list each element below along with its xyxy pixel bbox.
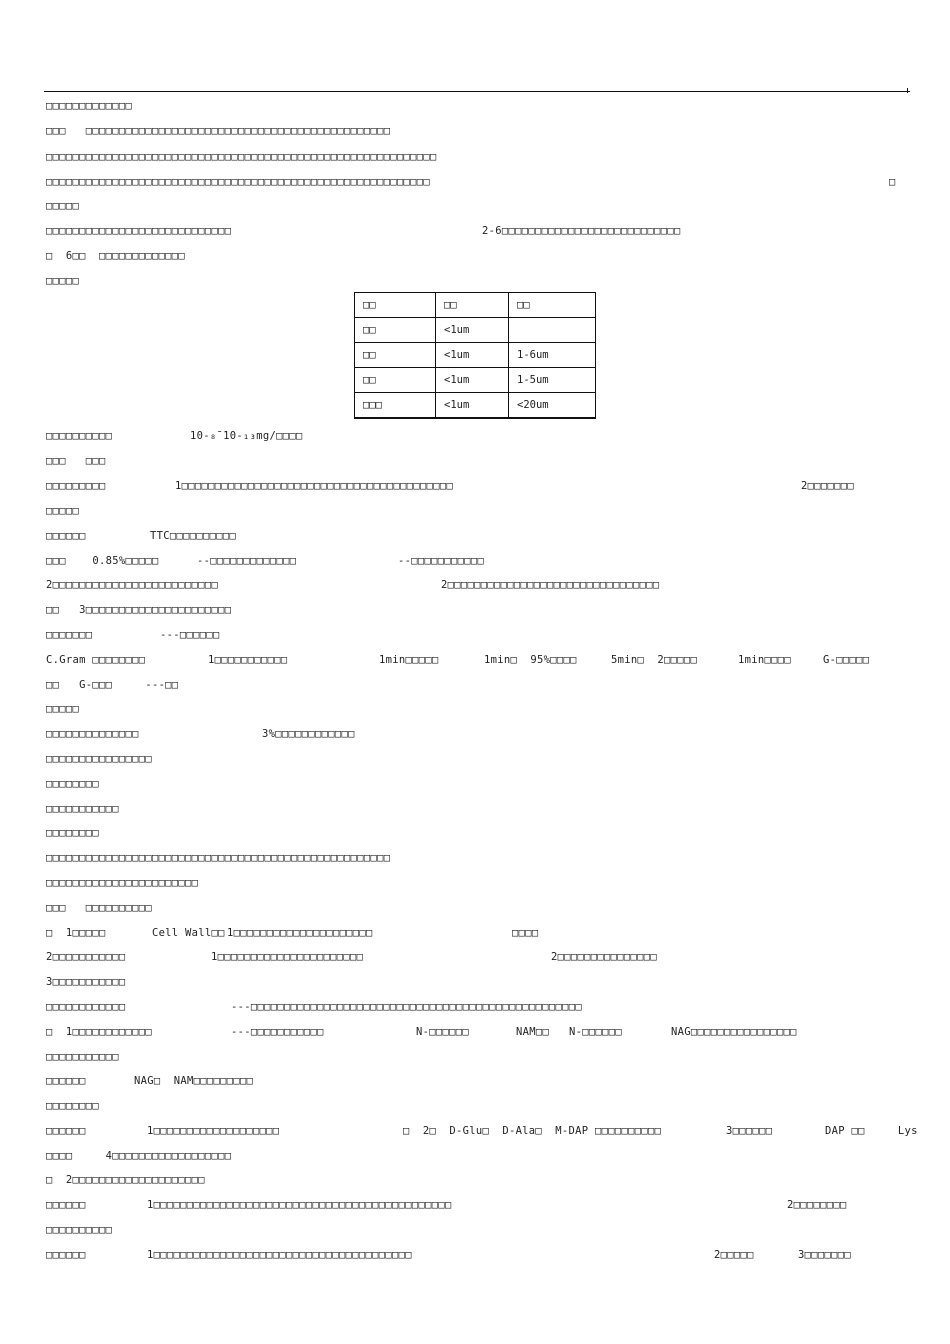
table-cell: <20um <box>509 393 596 419</box>
text-seg: 1□□□□□□□□□□□□□□□□□□□□□□□□□□□□□□□□□□□□□□□ <box>147 1249 412 1261</box>
text-line: □□□□□□□□□□□ <box>46 1051 119 1063</box>
text-line <box>46 1023 797 1041</box>
text-line <box>46 477 854 495</box>
text-seg: ---□□□□□□ <box>160 629 220 641</box>
text-line <box>46 527 237 545</box>
text-seg: 2□□□□□□□□□□□ <box>46 951 126 963</box>
text-line <box>46 552 485 570</box>
table-cell: <1um <box>436 343 509 368</box>
text-line: □□□□□ <box>46 505 80 517</box>
text-seg: 2□□□□□□□ <box>801 480 854 492</box>
text-line <box>46 1122 918 1140</box>
text-line: 3□□□□□□□□□□□ <box>46 976 126 988</box>
table-cell: □□ <box>355 293 436 318</box>
text-seg: □ 1□□□□□□□□□□□□ <box>46 1026 152 1038</box>
text-line: □□□□□□□□ <box>46 1100 99 1112</box>
text-seg: 5min□ 2□□□□□ <box>611 654 698 666</box>
text-line <box>46 948 657 966</box>
text-line: □□□□□ <box>46 200 80 212</box>
text-seg: --□□□□□□□□□□□□□ <box>197 555 297 567</box>
text-seg: □□□□□□ <box>46 1075 86 1087</box>
text-seg: NAM□□ N-□□□□□□ <box>516 1026 622 1038</box>
text-seg: □□□□□□□□□ <box>46 480 106 492</box>
text-line: □□□ □□□□□□□□□□ <box>46 902 152 914</box>
text-seg: 2□□□□□□□□□□□□□□□ <box>551 951 657 963</box>
text-seg: □□□□□□□□□□ <box>46 430 113 442</box>
text-seg: 3□□□□□□□ <box>798 1249 851 1261</box>
text-line <box>46 173 896 191</box>
text-line <box>46 1246 851 1264</box>
text-line: □□□□□□□□□□□□□□□□ <box>46 753 152 765</box>
text-line <box>46 1072 254 1090</box>
text-line: □□□□□□□□ <box>46 827 99 839</box>
table-cell: □□□ <box>355 393 436 419</box>
text-line <box>46 998 582 1016</box>
text-line <box>46 924 539 942</box>
text-seg: 3%□□□□□□□□□□□□ <box>262 728 355 740</box>
table-row <box>355 368 596 393</box>
text-seg: □□□□□□□□□□□□ <box>46 1001 126 1013</box>
text-seg: □□□□□□□ <box>46 629 93 641</box>
table-cell: <1um <box>436 393 509 419</box>
table-cell <box>509 318 596 343</box>
text-seg: □□□□□□ <box>46 1249 86 1261</box>
text-seg: 2□□□□□□□□□□□□□□□□□□□□□□□□□ <box>46 579 219 591</box>
text-seg: 1min□ 95%□□□□ <box>484 654 577 666</box>
table-cell: 1-6um <box>509 343 596 368</box>
text-seg: 3□□□□□□ <box>726 1125 773 1137</box>
text-line: □□□□□□□□ <box>46 778 99 790</box>
text-seg: ---□□□□□□□□□□□ <box>231 1026 324 1038</box>
text-line: □□□□□□□□□□ <box>46 1224 113 1236</box>
table-cell: □□ <box>355 318 436 343</box>
text-seg: C.Gram □□□□□□□□ <box>46 654 146 666</box>
text-line <box>46 1196 847 1214</box>
text-seg: 2□□□□□□□□□□□□□□□□□□□□□□□□□□□□□□□□ <box>441 579 660 591</box>
top-rule <box>44 91 910 92</box>
text-line <box>46 427 303 445</box>
text-seg: □□□ 0.85%□□□□□ <box>46 555 159 567</box>
text-seg: NAG□ NAM□□□□□□□□□ <box>134 1075 254 1087</box>
table-cell: □□ <box>355 343 436 368</box>
text-seg: 1□□□□□□□□□□□□□□□□□□□□□□ <box>211 951 364 963</box>
table-cell: <1um <box>436 368 509 393</box>
text-seg: 1□□□□□□□□□□□□□□□□□□□□□□□□□□□□□□□□□□□□□□□□□□□□□ <box>147 1199 452 1211</box>
table-cell: □□ <box>436 293 509 318</box>
text-seg: N-□□□□□□ <box>416 1026 469 1038</box>
text-seg: 2-6□□□□□□□□□□□□□□□□□□□□□□□□□□□ <box>482 225 681 237</box>
text-seg: 1□□□□□□□□□□□ <box>208 654 288 666</box>
text-line <box>46 222 681 240</box>
table-cell: 1-5um <box>509 368 596 393</box>
text-line: □□□□□□□□□□□ <box>46 803 119 815</box>
text-line: □□ 3□□□□□□□□□□□□□□□□□□□□□□ <box>46 604 232 616</box>
text-seg: --□□□□□□□□□□□ <box>398 555 485 567</box>
text-line: □□□□□□□□□□□□□ <box>46 100 133 112</box>
table-cell: <1um <box>436 318 509 343</box>
size-table <box>354 292 596 419</box>
text-seg: 2□□□□□□□□ <box>787 1199 847 1211</box>
text-seg: 1min□□□□□ <box>379 654 439 666</box>
text-seg: 1□□□□□□□□□□□□□□□□□□□ <box>147 1125 280 1137</box>
table-cell: □□ <box>355 368 436 393</box>
text-seg: 1□□□□□□□□□□□□□□□□□□□□□□□□□□□□□□□□□□□□□□□□□ <box>175 480 454 492</box>
text-line <box>46 725 355 743</box>
text-seg: NAG□□□□□□□□□□□□□□□□ <box>671 1026 797 1038</box>
text-line: □ 2□□□□□□□□□□□□□□□□□□□□ <box>46 1174 205 1186</box>
text-seg: 10-₈¯10-₁₃mg/□□□□ <box>190 430 303 442</box>
table-header-row <box>355 293 596 318</box>
text-seg: 1min□□□□ <box>738 654 791 666</box>
table-row <box>355 343 596 368</box>
text-seg: 2□□□□□ <box>714 1249 754 1261</box>
text-seg: DAP □□ Lys <box>825 1125 918 1137</box>
text-line: □□□□□□□□□□□□□□□□□□□□□□□□□□□□□□□□□□□□□□□□□□□□□□□□□□□□ <box>46 852 391 864</box>
text-line: □□□□□□□□□□□□□□□□□□□□□□□□□□□□□□□□□□□□□□□□□□□□□□□□□□□□□□□□□□□ <box>46 151 437 163</box>
text-line: □□ G-□□□ ---□□ <box>46 679 179 691</box>
text-line: □□□□□□□□□□□□□□□□□□□□□□□ <box>46 877 199 889</box>
text-seg: 1□□□□□□□□□□□□□□□□□□□□□ <box>227 927 373 939</box>
table-row <box>355 393 596 419</box>
text-seg: □□□□□□□□□□□□□□□□□□□□□□□□□□□□ <box>46 225 232 237</box>
text-seg: □ <box>889 176 896 188</box>
text-seg: □□□□□□ <box>46 530 86 542</box>
text-line: □□□□ 4□□□□□□□□□□□□□□□□□□ <box>46 1150 232 1162</box>
text-seg: □□□□□□□□□□□□□□□□□□□□□□□□□□□□□□□□□□□□□□□□□□□□□□□□□□□□□□□□□□ <box>46 176 431 188</box>
top-rule-end-tick <box>907 88 908 93</box>
text-line: □□□ □□□□□□□□□□□□□□□□□□□□□□□□□□□□□□□□□□□□□□□□□□□□□□ <box>46 125 391 137</box>
table-row <box>355 318 596 343</box>
text-seg: □□□□□□□□□□□□□□ <box>46 728 139 740</box>
text-seg: □□□□□□ <box>46 1125 86 1137</box>
text-line: □□□ □□□ <box>46 455 106 467</box>
table-cell: □□ <box>509 293 596 318</box>
text-seg: G-□□□□□ <box>823 654 870 666</box>
text-seg: □□□□□□ <box>46 1199 86 1211</box>
text-seg: TTC□□□□□□□□□□ <box>150 530 237 542</box>
text-seg: □□□□ <box>512 927 539 939</box>
text-seg: □ 2□ D-Glu□ D-Ala□ M-DAP □□□□□□□□□□ <box>403 1125 662 1137</box>
text-line <box>46 626 220 644</box>
text-line <box>46 576 660 594</box>
text-line: □□□□□ <box>46 703 80 715</box>
text-seg: □ 1□□□□□ Cell Wall□□ <box>46 927 225 939</box>
text-line <box>46 651 870 669</box>
text-line: □ 6□□ □□□□□□□□□□□□□ <box>46 250 186 262</box>
text-line: □□□□□ <box>46 275 80 287</box>
text-seg: ---□□□□□□□□□□□□□□□□□□□□□□□□□□□□□□□□□□□□□□□□□□□□□□□□□□ <box>231 1001 582 1013</box>
